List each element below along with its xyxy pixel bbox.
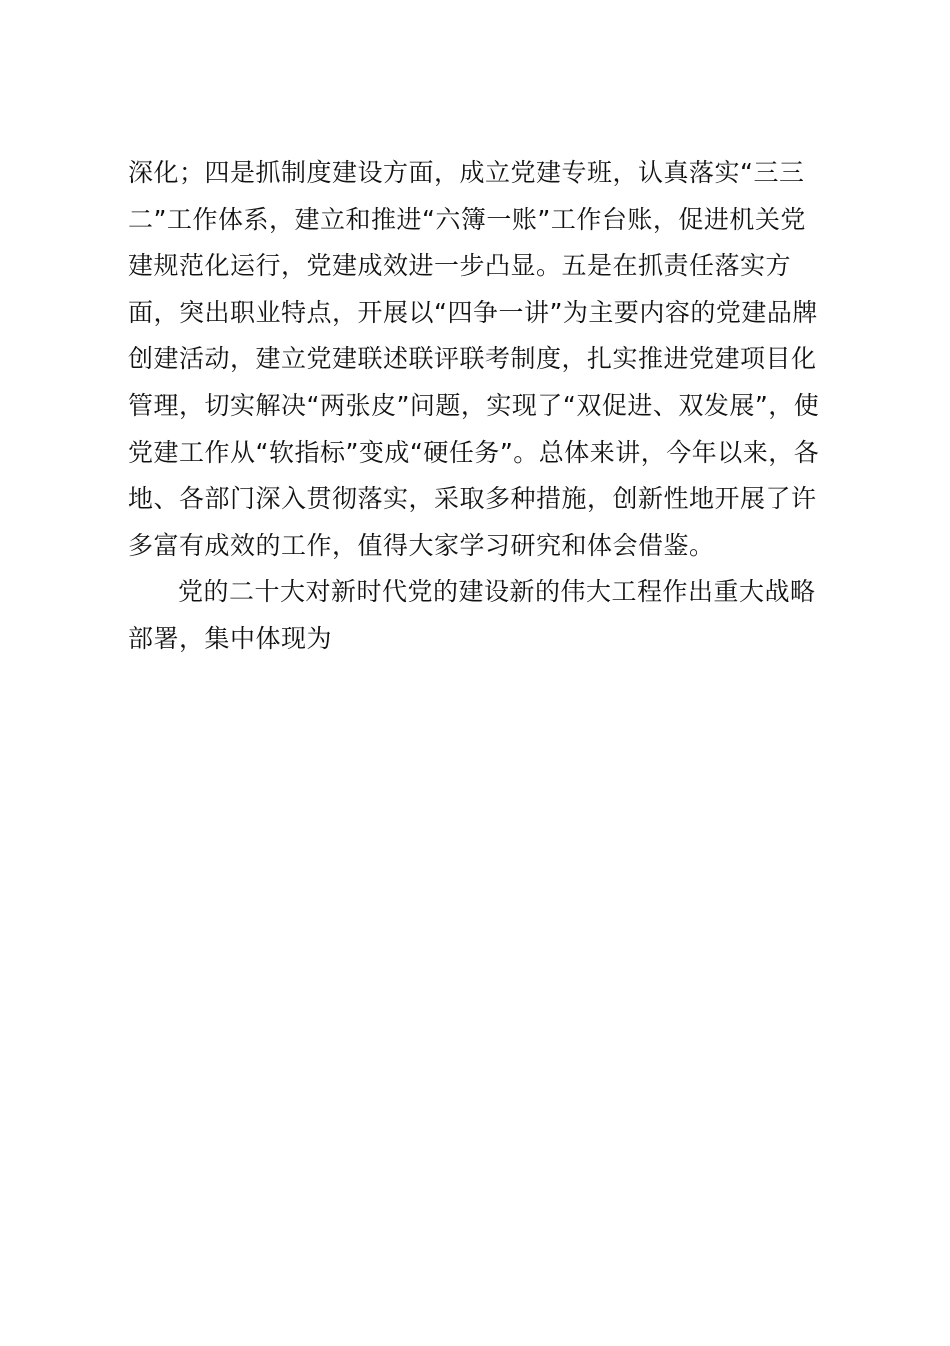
document-body <box>128 150 828 663</box>
text-line: 多富有成效的工作，值得大家学习研究和体会借鉴。 <box>128 530 715 560</box>
text-line: 创建活动，建立党建联述联评联考制度，扎实推进党建项目化 <box>128 344 817 374</box>
paragraph-first-line: 党的二十大对新时代党的建设新的伟大工程作出重大战略 <box>178 577 816 607</box>
text-line: 党建工作从“软指标”变成“硬任务”。总体来讲，今年以来，各 <box>128 437 820 467</box>
text-line: 建规范化运行，党建成效进一步凸显。五是在抓责任落实方 <box>128 251 792 281</box>
text-line: 深化；四是抓制度建设方面，成立党建专班，认真落实“三三 <box>128 158 805 187</box>
text-line: 二”工作体系，建立和推进“六簿一账”工作台账，促进机关党 <box>128 204 806 234</box>
text-line: 面，突出职业特点，开展以“四争一讲”为主要内容的党建品牌 <box>128 297 818 327</box>
text-line: 地、各部门深入贯彻落实，采取多种措施，创新性地开展了许 <box>128 484 817 514</box>
text-line: 部署，集中体现为 <box>128 623 333 653</box>
text-line: 管理，切实解决“两张皮”问题，实现了“双促进、双发展”，使 <box>128 390 820 420</box>
